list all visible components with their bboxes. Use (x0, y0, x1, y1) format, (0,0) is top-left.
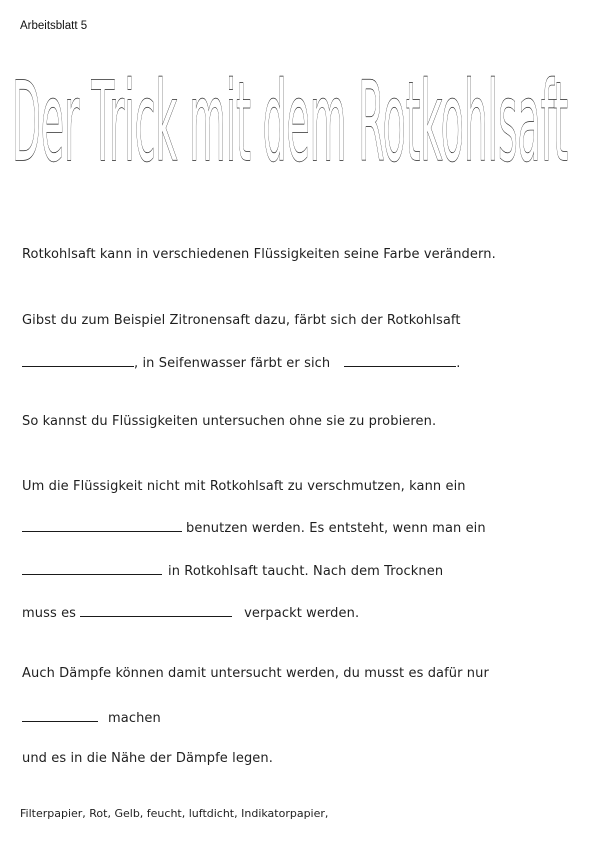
paragraph-paper-line3 (22, 562, 443, 579)
paragraph-vapor-line2 (22, 709, 161, 726)
paragraph-vapor-line1: Auch Dämpfe können damit untersucht werden, du musst es dafür nur (22, 666, 489, 681)
example-end-text: . (456, 356, 461, 371)
answer-blank-5[interactable] (80, 604, 232, 617)
paragraph-paper-line2 (22, 519, 486, 536)
paragraph-example-line2 (22, 354, 461, 371)
title-outline-graphic (12, 48, 572, 188)
paper-line3-text: in Rotkohlsaft taucht. Nach dem Trocknen (168, 564, 444, 579)
example-mid-text: , in Seifenwasser färbt er sich (134, 356, 331, 371)
answer-blank-4[interactable] (22, 562, 162, 575)
vapor-line2-text: machen (108, 711, 161, 726)
page-title (12, 48, 572, 188)
answer-blank-3[interactable] (22, 519, 182, 532)
title-text: Der Trick mit dem Rotkohlsaft (12, 58, 568, 186)
answer-blank-1[interactable] (22, 354, 134, 367)
paragraph-test: So kannst du Flüssigkeiten untersuchen ohne sie zu probieren. (22, 414, 437, 429)
paper-line4-end: verpackt werden. (244, 606, 360, 621)
paper-line4-start: muss es (22, 606, 77, 621)
paragraph-intro: Rotkohlsaft kann in verschiedenen Flüssigkeiten seine Farbe verändern. (22, 247, 496, 262)
paragraph-paper-line4 (22, 604, 359, 621)
paper-line2-text: benutzen werden. Es entsteht, wenn man ein (186, 521, 486, 536)
sheet-label: Arbeitsblatt 5 (20, 20, 88, 32)
word-bank: Filterpapier, Rot, Gelb, feucht, luftdicht, Indikatorpapier, (20, 807, 329, 820)
paragraph-paper-line1: Um die Flüssigkeit nicht mit Rotkohlsaft zu verschmutzen, kann ein (22, 479, 466, 494)
paragraph-example-line1: Gibst du zum Beispiel Zitronensaft dazu, färbt sich der Rotkohlsaft (22, 313, 461, 328)
paragraph-vapor-line3: und es in die Nähe der Dämpfe legen. (22, 751, 273, 766)
answer-blank-2[interactable] (344, 354, 456, 367)
answer-blank-6[interactable] (22, 709, 98, 722)
